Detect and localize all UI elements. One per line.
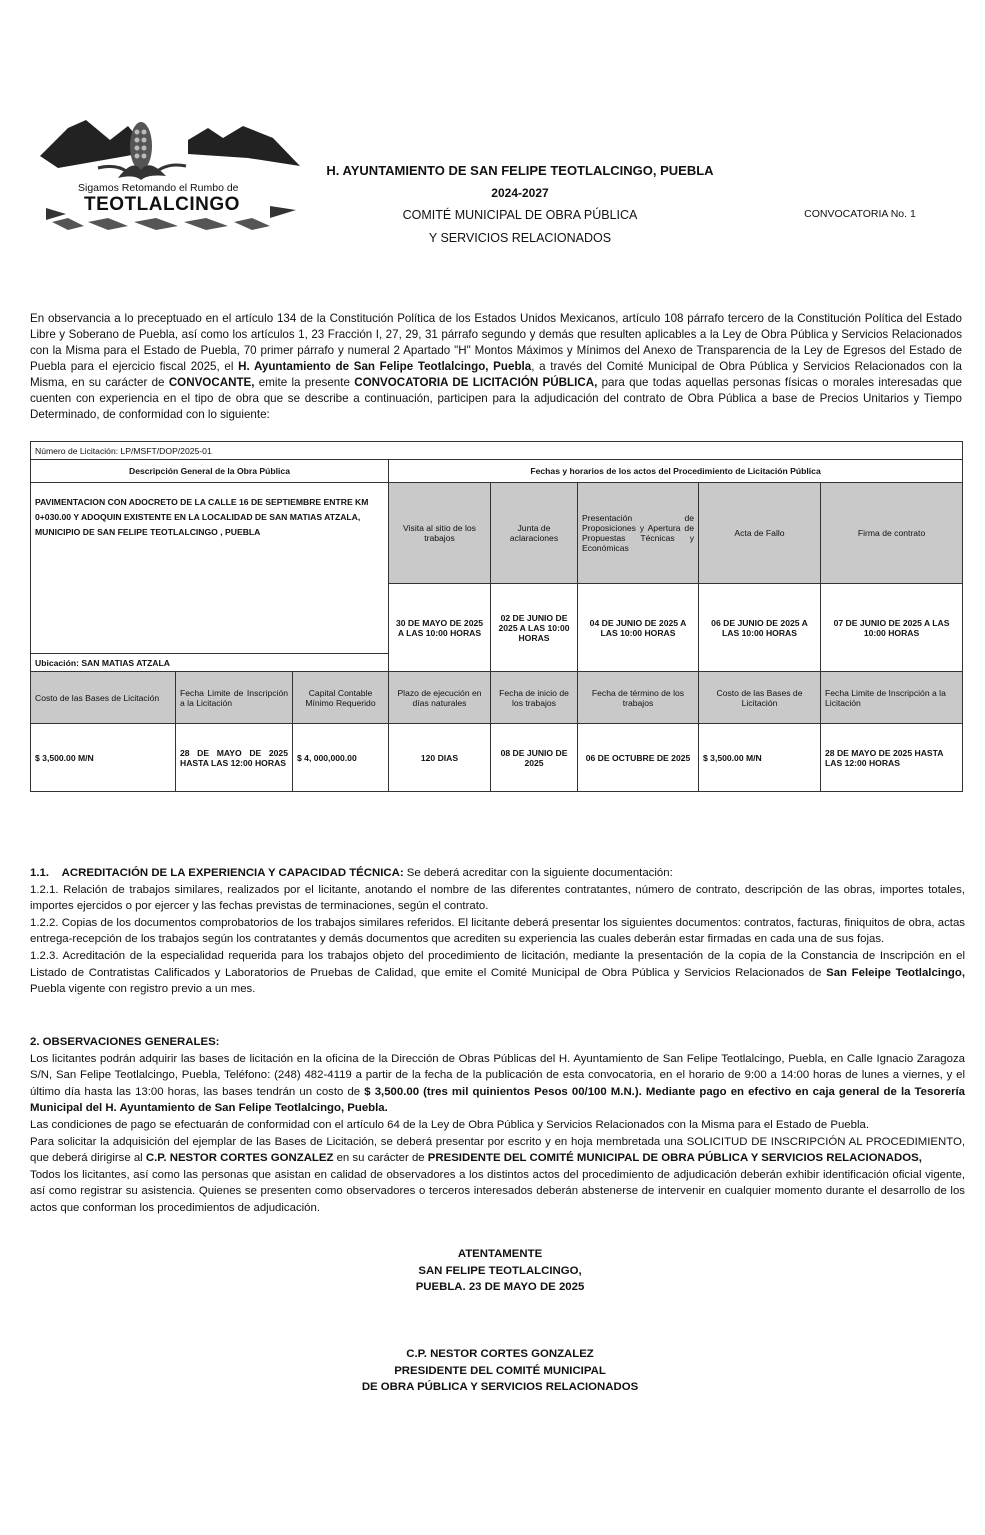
act-label-fallo: Acta de Fallo xyxy=(699,483,821,584)
section-2-para-1 xyxy=(30,1051,965,1117)
section-2-para-3-mid: en su carácter de xyxy=(333,1152,428,1165)
item-1-2-3 xyxy=(30,948,965,998)
bottom-value-costo-2: $ 3,500.00 M/N xyxy=(699,724,821,792)
act-label-visita: Visita al sitio de los trabajos xyxy=(389,483,491,584)
act-label-presentacion: Presentación de Proposiciones y Apertura de Propuestas Técnicas y Económicas xyxy=(578,483,699,584)
bottom-value-capital: $ 4, 000,000.00 xyxy=(293,724,389,792)
section-2-para-2: Las condiciones de pago se efectuarán de conformidad con el artículo 64 de la Ley de Obra Pública y Servicios Relacionados con la Misma para el Estado de Puebla. xyxy=(30,1118,869,1131)
bottom-value-plazo: 120 DIAS xyxy=(389,724,491,792)
closing-line-1: ATENTAMENTE xyxy=(457,1248,543,1260)
closing-block xyxy=(300,1246,700,1296)
header-committee-line1: COMITÉ MUNICIPAL DE OBRA PÚBLICA xyxy=(402,208,638,222)
bottom-header-costo-2: Costo de las Bases de Licitación xyxy=(699,672,821,724)
act-value-fallo: 06 DE JUNIO DE 2025 A LAS 10:00 HORAS xyxy=(699,584,821,672)
section-2-para-3-text: Para solicitar la adquisición del ejemplar de las Bases de Licitación, se deberá presentar por escrito y en hoja membretada una SOLICITUD DE INSCRIPCIÓN AL PROCEDIMIENTO, que deberá dirigirse al xyxy=(30,1135,965,1165)
act-value-junta: 02 DE JUNIO DE 2025 A LAS 10:00 HORAS xyxy=(491,584,578,672)
bottom-header-termino: Fecha de término de los trabajos xyxy=(578,672,699,724)
item-1-2-3-bold: San Feleipe Teotlalcingo, xyxy=(826,966,965,979)
logo-name: TEOTLALCINGO xyxy=(84,194,240,215)
bottom-header-fecha-limite: Fecha Limite de Inscripción a la Licitación xyxy=(176,672,293,724)
bottom-header-plazo: Plazo de ejecución en días naturales xyxy=(389,672,491,724)
desc-header: Descripción General de la Obra Pública xyxy=(31,460,389,483)
act-value-firma: 07 DE JUNIO DE 2025 A LAS 10:00 HORAS xyxy=(821,584,963,672)
signature-role-1: PRESIDENTE DEL COMITÉ MUNICIPAL xyxy=(394,1364,606,1377)
closing-line-3: PUEBLA. 23 DE MAYO DE 2025 xyxy=(415,1281,585,1294)
intro-bold-3: CONVOCATORIA DE LICITACIÓN PÚBLICA, xyxy=(354,376,598,389)
bottom-header-capital: Capital Contable Mínimo Requerido xyxy=(293,672,389,724)
logo-slogan: Sigamos Retomando el Rumbo de xyxy=(78,182,239,194)
bottom-header-costo: Costo de las Bases de Licitación xyxy=(31,672,176,724)
closing-line-2: SAN FELIPE TEOTLALCINGO, xyxy=(418,1264,582,1277)
section-2-para-1-bold: $ 3,500.00 (tres mil quinientos Pesos 00/100 M.N.). Mediante pago en efectivo en caja general de la Tesorería Municipal del H. Ayuntamiento de San Felipe Teotlalcingo, Puebla. xyxy=(30,1085,966,1115)
licitacion-table xyxy=(30,441,963,792)
section-2-title: 2. OBSERVACIONES GENERALES: xyxy=(30,1036,220,1048)
item-1-2-1: 1.2.1. Relación de trabajos similares, realizados por el licitante, anotando el nombre de las diferentes contratantes, número de contrato, descripción de las obras, importes totales, importes ejercidos o por ejercer y las fechas previstas de terminaciones, según el contrato. xyxy=(30,883,965,913)
convocatoria-number: CONVOCATORIA No. 1 xyxy=(804,208,916,220)
bottom-value-fecha-limite-2: 28 DE MAYO DE 2025 HASTA LAS 12:00 HORAS xyxy=(821,724,963,792)
section-1-1 xyxy=(30,865,965,998)
section-2-para-1-text: Los licitantes podrán adquirir las bases de licitación en la oficina de la Dirección de Obras Públicas del H. Ayuntamiento de San Felipe Teotlalcingo, Puebla, en Calle Ignacio Zaragoza S/N, San Felipe Teotlalcingo, Puebla, Teléfono: (248) 482-4119 a partir de la fecha de la publicación de esta convocatoria, en el horario de 9:00 a 14:00 horas de lunes a viernes, y el último día hasta las 13:00 horas, las bases tendrán un costo de xyxy=(30,1052,965,1098)
signature-name: C.P. NESTOR CORTES GONZALEZ xyxy=(406,1348,594,1360)
intro-bold-2: CONVOCANTE, xyxy=(168,376,255,389)
intro-paragraph xyxy=(30,311,962,423)
section-2 xyxy=(30,1034,965,1217)
bottom-header-fecha-limite-2: Fecha Limite de Inscripción a la Licitación xyxy=(821,672,963,724)
bottom-value-inicio: 08 DE JUNIO DE 2025 xyxy=(491,724,578,792)
section-1-1-number: 1.1. xyxy=(30,867,49,879)
header-committee-line2: Y SERVICIOS RELACIONADOS xyxy=(428,231,612,245)
act-value-presentacion: 04 DE JUNIO DE 2025 A LAS 10:00 HORAS xyxy=(578,584,699,672)
numero-licitacion: Número de Licitación: LP/MSFT/DOP/2025-01 xyxy=(31,442,963,460)
act-label-junta: Junta de aclaraciones xyxy=(491,483,578,584)
section-2-para-3-name: C.P. NESTOR CORTES GONZALEZ xyxy=(145,1152,334,1165)
header-years: 2024-2027 xyxy=(491,186,549,200)
act-value-visita: 30 DE MAYO DE 2025 A LAS 10:00 HORAS xyxy=(389,584,491,672)
intro-text-2: , a través del Comité Municipal de Obra Pública y Servicios Relacionados con la Misma, en su carácter de xyxy=(30,360,963,389)
intro-bold-1: H. Ayuntamiento de San Felipe Teotlalcingo, Puebla xyxy=(238,360,532,373)
fechas-header: Fechas y horarios de los actos del Procedimiento de Licitación Pública xyxy=(389,460,963,483)
item-1-2-2: 1.2.2. Copias de los documentos comprobatorios de los trabajos similares referidos. El licitante deberá presentar los siguientes documentos: contratos, facturas, finiquitos de obra, actas entrega-recepción de los trabajos según los contratantes y demás documentos que acrediten su experiencia las cuales deberán estar firmadas en cada una de sus fojas. xyxy=(30,916,965,946)
obra-ubicacion: Ubicación: SAN MATIAS ATZALA xyxy=(31,654,389,672)
section-1-1-heading xyxy=(30,865,965,882)
header-title: H. AYUNTAMIENTO DE SAN FELIPE TEOTLALCINGO, PUEBLA xyxy=(326,163,714,178)
signature-role-2: DE OBRA PÚBLICA Y SERVICIOS RELACIONADOS xyxy=(361,1381,639,1394)
intro-text-1: En observancia a lo preceptuado en el artículo 134 de la Constitución Política de los Estados Unidos Mexicanos, artículo 108 párrafo tercero de la Constitución Política del Estado Libre y Soberano de Puebla, así como los artículos 1, 23 Fracción I, 27, 29, 31 párrafo segundo y demás que resulten aplicables a la Ley de Obra Pública y Servicios Relacionados con la Misma para el Estado de Puebla, 70 primer párrafo y numeral 2 Apartado "H" Montos Máximos y Mínimos del Anexo de Transparencia de la Ley de Egresos del Estado de Puebla para el ejercicio fiscal 2025, el xyxy=(30,312,962,373)
obra-descripcion: PAVIMENTACION CON ADOCRETO DE LA CALLE 16 DE SEPTIEMBRE ENTRE KM 0+030.00 Y ADOQUIN EXISTENTE EN LA LOCALIDAD DE SAN MATIAS ATZALA, MUNICIPIO DE SAN FELIPE TEOTLALCINGO , PUEBLA xyxy=(31,483,389,654)
item-1-2-3-tail: Puebla vigente con registro previo a un mes. xyxy=(30,983,256,996)
intro-text-3: emite la presente xyxy=(254,376,355,389)
intro-text-4: para que todas aquellas personas físicas o morales interesadas que cuenten con experiencia en el tipo de obra que se describe a continuación, participen para la adjudicación del contrato de Obra Pública a base de Precios Unitarios y Tiempo Determinado, de conformidad con lo siguiente: xyxy=(30,376,962,421)
bottom-value-fecha-limite: 28 DE MAYO DE 2025 HASTA LAS 12:00 HORAS xyxy=(176,724,293,792)
bottom-value-costo: $ 3,500.00 M/N xyxy=(31,724,176,792)
section-1-1-title: ACREDITACIÓN DE LA EXPERIENCIA Y CAPACIDAD TÉCNICA: xyxy=(61,867,404,879)
municipal-logo xyxy=(38,118,303,238)
section-2-para-3-role: PRESIDENTE DEL COMITÉ MUNICIPAL DE OBRA PÚBLICA Y SERVICIOS RELACIONADOS, xyxy=(427,1152,922,1165)
signature-block xyxy=(300,1346,700,1396)
section-2-para-3 xyxy=(30,1134,965,1167)
item-1-2-3-text: 1.2.3. Acreditación de la especialidad requerida para los trabajos objeto del procedimiento de licitación, mediante la presentación de la copia de la Constancia de Inscripción en el Listado de Contratistas Calificados y Laboratorios de Pruebas de Calidad, que emite el Comité Municipal de Obra Pública y Servicios Relacionados de xyxy=(30,949,965,979)
act-label-firma: Firma de contrato xyxy=(821,483,963,584)
section-1-1-lead: Se deberá acreditar con la siguiente documentación: xyxy=(403,867,673,879)
bottom-header-inicio: Fecha de inicio de los trabajos xyxy=(491,672,578,724)
bottom-value-termino: 06 DE OCTUBRE DE 2025 xyxy=(578,724,699,792)
section-2-para-4: Todos los licitantes, así como las personas que asistan en calidad de observadores a los distintos actos del procedimiento de adjudicación deberán exhibir identificación oficial vigente, así como registrar su asistencia. Quienes se presenten como observadores o terceros interesados deberán abstenerse de intervenir en cualquier momento durante el desarrollo de los actos que conforman los procedimientos de adjudicación. xyxy=(30,1168,965,1214)
